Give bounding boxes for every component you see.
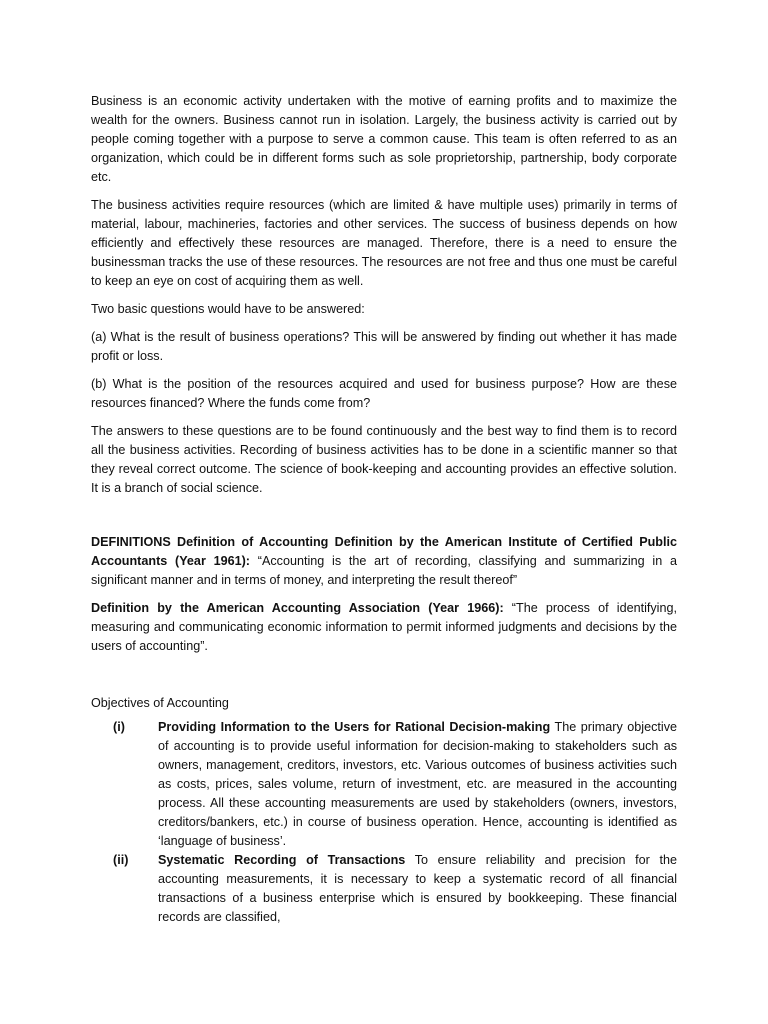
objective-text-1: The primary objective of accounting is to provide useful information for decision-making to stakeholders such as owners, management, creditors, investors, etc. Various outcomes of business activities such as costs, prices, sales volume, return of investment, etc. are measured in the accounting process. All these accounting measurements are used by stakeholders (owners, investors, creditors/bankers, etc.) in course of business operation. Hence, accounting is identified as ‘language of business’. [158,720,678,848]
paragraph-basic-questions: Two basic questions would have to be answered: [91,302,365,316]
paragraph-business-intro: Business is an economic activity undertaken with the motive of earning profits and to maximize the wealth for the owners. Business cannot run in isolation. Largely, the business activity is carried out by people coming together with a purpose to serve a common cause. This team is often referred to as an organization, which could be in different forms such as sole proprietorship, partnership, body corporate etc. [91,94,677,184]
definition-aicpa [91,533,677,590]
paragraph-question-b: (b) What is the position of the resources acquired and used for business purpose? How are these resources financed? Where the funds come from? [91,377,677,410]
paragraph-business-resources: The business activities require resources (which are limited & have multiple uses) primarily in terms of material, labour, machineries, factories and other services. The success of business depends on how efficiently and effectively these resources are managed. Therefore, there is a need to ensure the businessman tracks the use of these resources. The resources are not free and thus one must be careful to keep an eye on cost of acquiring them as well. [91,198,677,288]
definition-aicpa-heading: DEFINITIONS Definition of Accounting Definition by the American Institute of Certified Public Accountants (Year 1961): [91,535,677,568]
objective-item-1 [91,718,677,851]
objective-title-2: Systematic Recording of Transactions [158,853,406,867]
objectives-list [91,718,677,927]
paragraph-question-a: (a) What is the result of business operations? This will be answered by finding out whether it has made profit or loss. [91,330,677,363]
definition-aaa-heading: Definition by the American Accounting Association (Year 1966): [91,601,504,615]
objective-text-2: To ensure reliability and precision for the accounting measurements, it is necessary to keep a systematic record of all financial transactions of a business enterprise which is ensured by bookkeeping. These financial records are classified, [158,853,677,924]
objective-body-2 [158,851,677,927]
objective-body-1 [158,718,677,851]
objectives-heading: Objectives of Accounting [91,696,229,710]
definition-aaa [91,599,677,656]
objective-item-2 [91,851,677,927]
definition-aaa-text: “The process of identifying, measuring and communicating economic information to permit informed judgments and decisions by the users of accounting”. [91,601,677,653]
objective-title-1: Providing Information to the Users for Rational Decision-making [158,720,551,734]
objective-number-2: (ii) [113,853,129,867]
objective-number-1: (i) [113,720,125,734]
document-body [91,92,677,927]
paragraph-recording-answers: The answers to these questions are to be found continuously and the best way to find them is to record all the business activities. Recording of business activities has to be done in a scientific manner so that they reveal correct outcome. The science of book-keeping and accounting provides an effective solution. It is a branch of social science. [91,424,677,495]
definition-aicpa-text: “Accounting is the art of recording, classifying and summarizing in a significant manner and in terms of money, and interpreting the result thereof” [91,554,677,587]
